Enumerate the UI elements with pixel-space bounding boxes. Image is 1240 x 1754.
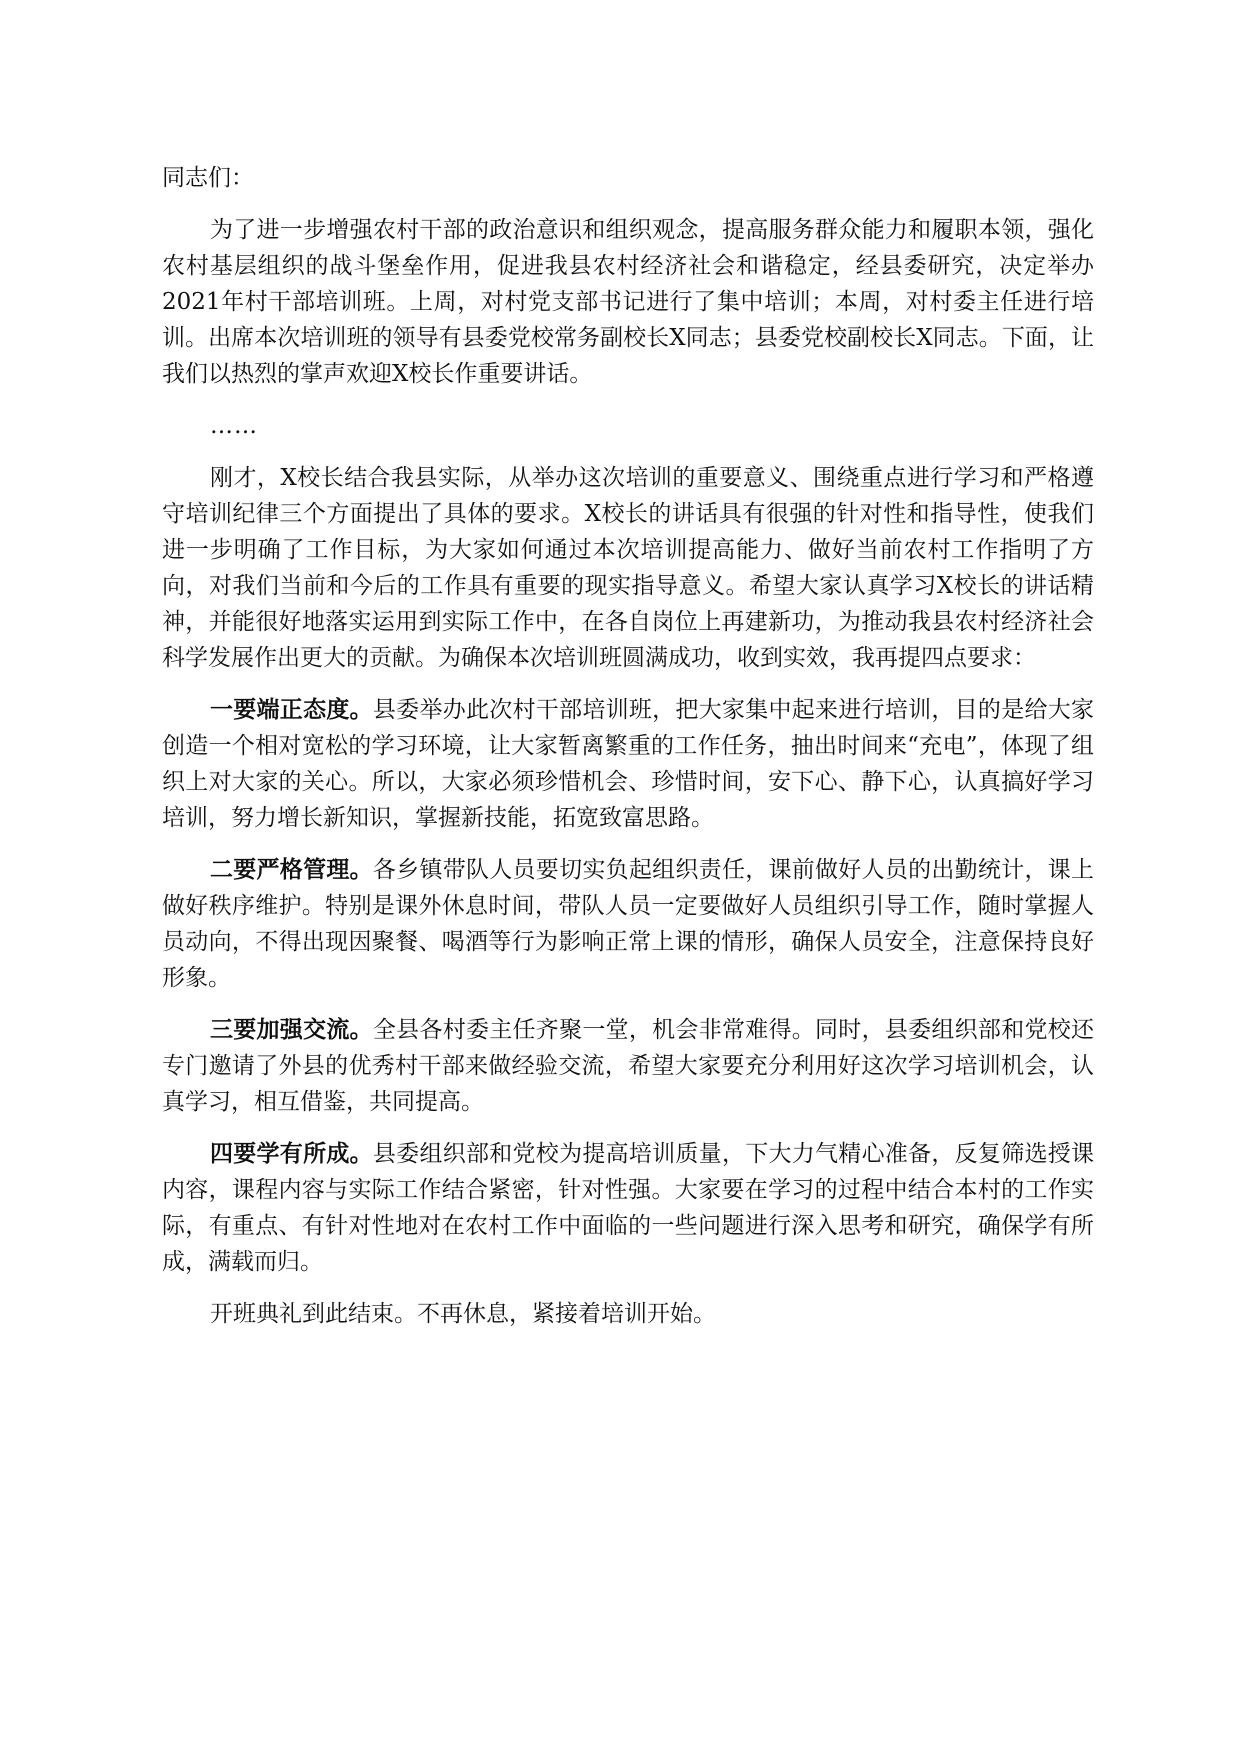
point-paragraph-1 (162, 692, 1094, 836)
salutation: 同志们： (162, 165, 254, 191)
document-body (162, 160, 1094, 1348)
intro-paragraph: 为了进一步增强农村干部的政治意识和组织观念，提高服务群众能力和履职本领，强化农村基层组织的战斗堡垒作用，促进我县农村经济社会和谐稳定，经县委研究，决定举办2021年村干部培训班。上周，对村党支部书记进行了集中培训；本周，对村委主任进行培训。出席本次培训班的领导有县委党校常务副校长X同志；县委党校副校长X同志。下面，让我们以热烈的掌声欢迎X校长作重要讲话。 (162, 217, 1094, 387)
summary-paragraph: 刚才，X校长结合我县实际，从举办这次培训的重要意义、围绕重点进行学习和严格遵守培训纪律三个方面提出了具体的要求。X校长的讲话具有很强的针对性和指导性，使我们进一步明确了工作目标，为大家如何通过本次培训提高能力、做好当前农村工作指明了方向，对我们当前和今后的工作具有重要的现实指导意义。希望大家认真学习X校长的讲话精神，并能很好地落实运用到实际工作中，在各自岗位上再建新功，为推动我县农村经济社会科学发展作出更大的贡献。为确保本次培训班圆满成功，收到实效，我再提四点要求： (162, 465, 1094, 671)
point-heading-1: 一要端正态度。 (210, 696, 373, 723)
point-heading-2: 二要严格管理。 (210, 856, 373, 883)
point-heading-3: 三要加强交流。 (210, 1016, 373, 1043)
point-paragraph-3 (162, 1012, 1094, 1120)
ellipsis: …… (210, 413, 258, 439)
point-heading-4: 四要学有所成。 (210, 1140, 373, 1167)
point-body-2: 各乡镇带队人员要切实负起组织责任，课前做好人员的出勤统计，课上做好秩序维护。特别是课外休息时间，带队人员一定要做好人员组织引导工作，随时掌握人员动向，不得出现因聚餐、喝酒等行为影响正常上课的情形，确保人员安全，注意保持良好形象。 (162, 857, 1095, 991)
point-body-1: 县委举办此次村干部培训班，把大家集中起来进行培训，目的是给大家创造一个相对宽松的学习环境，让大家暂离繁重的工作任务，抽出时间来“充电”，体现了组织上对大家的关心。所以，大家必须珍惜机会、珍惜时间，安下心、静下心，认真搞好学习培训，努力增长新知识，掌握新技能，拓宽致富思路。 (162, 697, 1095, 831)
point-body-3: 全县各村委主任齐聚一堂，机会非常难得。同时，县委组织部和党校还专门邀请了外县的优秀村干部来做经验交流，希望大家要充分利用好这次学习培训机会，认真学习，相互借鉴，共同提高。 (162, 1017, 1095, 1115)
point-paragraph-2 (162, 852, 1094, 996)
closing-paragraph: 开班典礼到此结束。不再休息，紧接着培训开始。 (210, 1301, 716, 1327)
point-body-4: 县委组织部和党校为提高培训质量，下大力气精心准备，反复筛选授课内容，课程内容与实际工作结合紧密，针对性强。大家要在学习的过程中结合本村的工作实际，有重点、有针对性地对在农村工作中面临的一些问题进行深入思考和研究，确保学有所成，满载而归。 (162, 1141, 1095, 1275)
point-paragraph-4 (162, 1136, 1094, 1280)
